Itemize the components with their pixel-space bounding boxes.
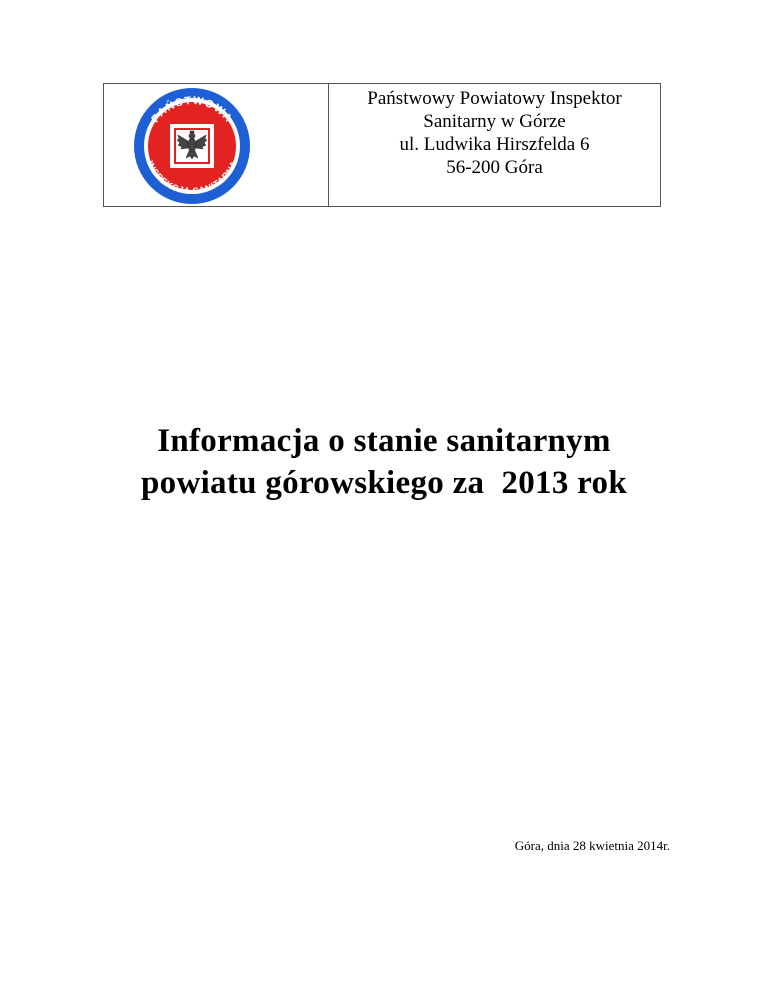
sanitary-inspection-emblem-icon [132,86,252,206]
document-date: Góra, dnia 28 kwietnia 2014r. [514,838,670,853]
address-line: Sanitarny w Górze [423,111,566,132]
address-line: 56-200 Góra [446,157,543,178]
document-title [0,420,768,504]
title-line: Informacja o stanie sanitarnym [157,423,611,459]
address-line: Państwowy Powiatowy Inspektor [367,88,622,109]
address-cell [329,84,660,206]
logo-text-top: PAŃSTWOWA [149,94,235,126]
logo-text-bottom: INSPEKCJA SANITARNA [144,158,240,197]
logo-cell [104,84,329,206]
address-line: ul. Ludwika Hirszfelda 6 [399,134,590,155]
title-line: powiatu górowskiego za 2013 rok [141,465,627,501]
header-table [103,83,661,207]
